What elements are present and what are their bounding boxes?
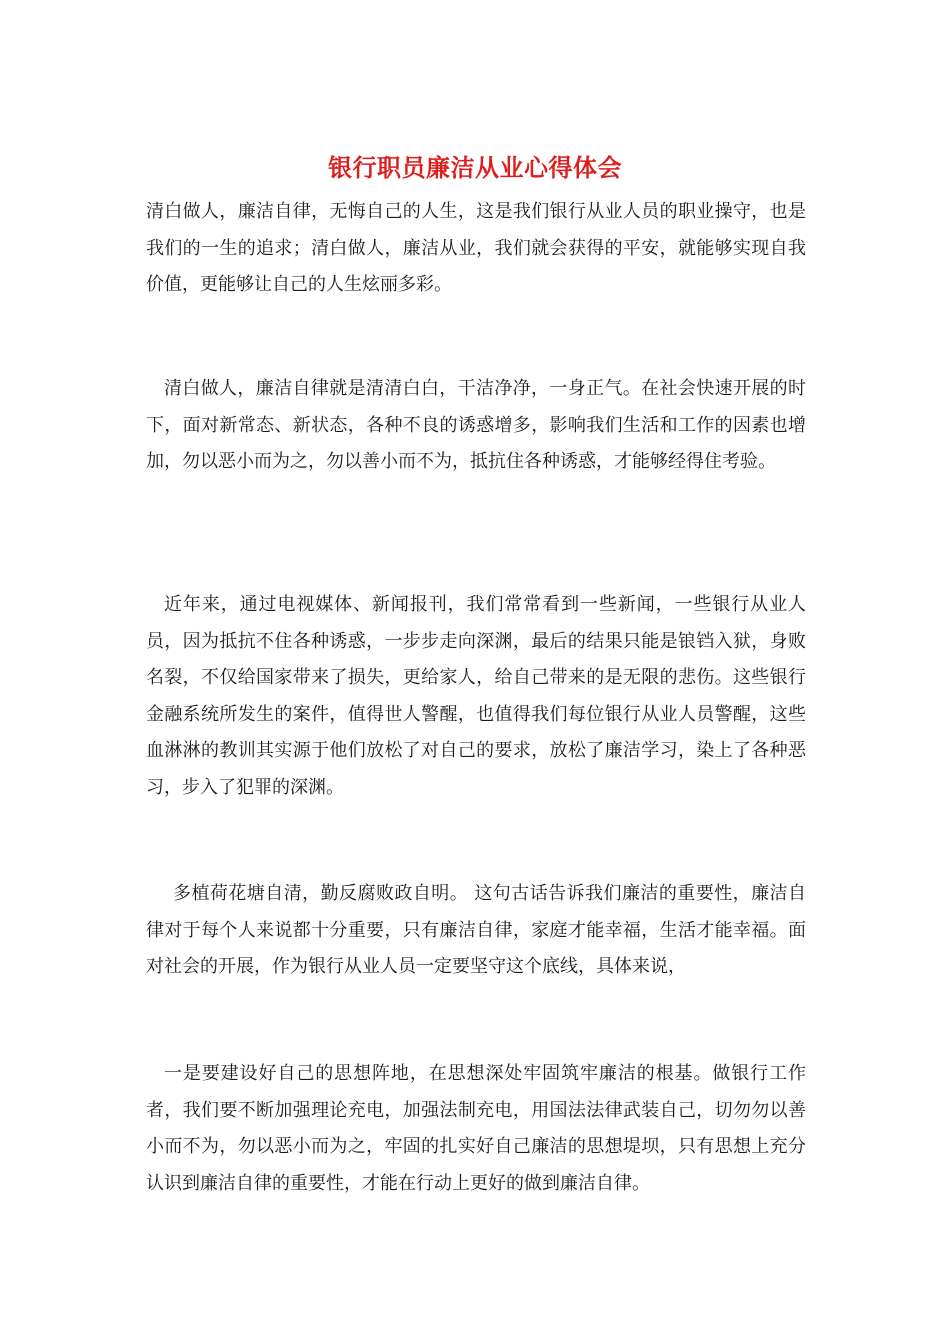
paragraph-1: 清白做人，廉洁自律，无悔自己的人生，这是我们银行从业人员的职业操守，也是我们的一生的追求；清白做人，廉洁从业，我们就会获得的平安，就能够实现自我价值，更能够让自己的人生炫丽多彩。 bbox=[146, 201, 806, 295]
paragraph-2: 清白做人，廉洁自律就是清清白白，干洁净净，一身正气。在社会快速开展的时下，面对新常态、新状态，各种不良的诱惑增多，影响我们生活和工作的因素也增加，勿以恶小而为之，勿以善小而不为，抵抗住各种诱惑，才能够经得住考验。 bbox=[146, 378, 806, 472]
paragraph-4: 多植荷花塘自清，勤反腐败政自明。 这句古话告诉我们廉洁的重要性，廉洁自律对于每个人来说都十分重要，只有廉洁自律，家庭才能幸福，生活才能幸福。面对社会的开展，作为银行从业人员一定要坚守这个底线，具体来说， bbox=[146, 883, 806, 977]
paragraph-5: 一是要建设好自己的思想阵地，在思想深处牢固筑牢廉洁的根基。做银行工作者，我们要不断加强理论充电，加强法制充电，用国法法律武装自己，切勿勿以善小而不为，勿以恶小而为之，牢固的扎实好自己廉洁的思想堤坝，只有思想上充分认识到廉洁自律的重要性，才能在行动上更好的做到廉洁自律。 bbox=[146, 1063, 806, 1194]
paragraph-3: 近年来，通过电视媒体、新闻报刊，我们常常看到一些新闻，一些银行从业人员，因为抵抗不住各种诱惑，一步步走向深渊，最后的结果只能是锒铛入狱，身败名裂，不仅给国家带来了损失，更给家人，给自己带来的是无限的悲伤。这些银行金融系统所发生的案件，值得世人警醒，也值得我们每位银行从业人员警醒，这些血淋淋的教训其实源于他们放松了对自己的要求，放松了廉洁学习，染上了各种恶习，步入了犯罪的深渊。 bbox=[146, 594, 806, 798]
document-title: 银行职员廉洁从业心得体会 bbox=[328, 153, 622, 182]
